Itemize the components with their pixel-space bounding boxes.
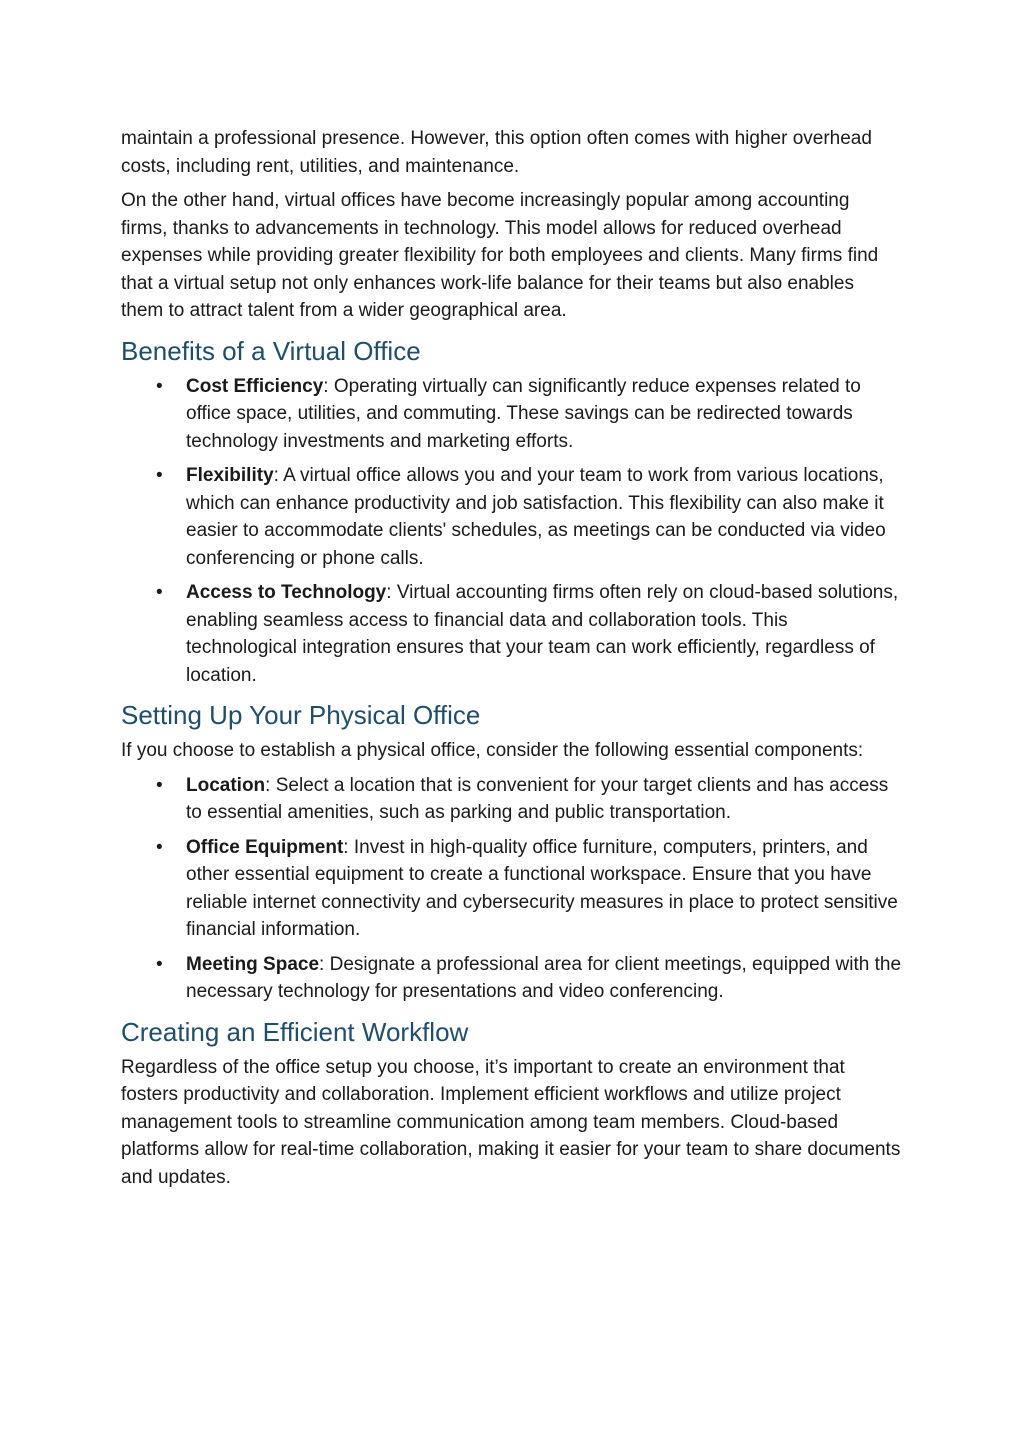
list-item xyxy=(121,834,901,944)
list-item-term: Location xyxy=(186,774,266,796)
list-item-text: : Virtual accounting firms often rely on cloud-based solutions, enabling seamless access to financial data and collaboration tools. This technological integration ensures that your team can work efficiently, regardless of location. xyxy=(186,582,899,686)
list-item xyxy=(121,373,901,456)
workflow-heading: Creating an Efficient Workflow xyxy=(121,1016,469,1047)
bullet-icon: • xyxy=(156,375,163,397)
bullet-icon: • xyxy=(156,582,163,603)
list-item-term: Cost Efficiency xyxy=(186,375,324,397)
physical-office-heading: Setting Up Your Physical Office xyxy=(121,700,481,730)
list-item xyxy=(121,772,901,827)
workflow-paragraph: Regardless of the office setup you choose, it’s important to create an environment that fosters productivity and collaboration. Implement efficient workflows and utilize project management tools to streamline communication among team members. Cloud-based platforms allow for real-time collaboration, making it easier for your team to share documents and updates. xyxy=(121,1056,901,1188)
list-item-text: : A virtual office allows you and your team to work from various locations, which can enhance productivity and job satisfaction. This flexibility can also make it easier to accommodate clients' schedules, as meetings can be conducted via video conferencing or phone calls. xyxy=(186,465,886,569)
bullet-icon: • xyxy=(156,836,163,858)
benefits-list xyxy=(121,373,901,690)
list-item-term: Flexibility xyxy=(186,465,274,486)
list-item-term: Access to Technology xyxy=(186,582,387,603)
physical-office-intro: If you choose to establish a physical office, consider the following essential components: xyxy=(121,740,864,761)
document-page xyxy=(121,125,901,1198)
list-item-term: Office Equipment xyxy=(186,836,344,858)
list-item-text: : Operating virtually can significantly reduce expenses related to office space, utilities, and commuting. These savings can be redirected towards technology investments and marketing efforts. xyxy=(186,375,861,452)
benefits-heading: Benefits of a Virtual Office xyxy=(121,335,421,366)
list-item-text: : Select a location that is convenient for your target clients and has access to essential amenities, such as parking and public transportation. xyxy=(186,774,889,823)
intro-paragraph-1: maintain a professional presence. However, this option often comes with higher overhead costs, including rent, utilities, and maintenance. xyxy=(121,128,872,177)
bullet-icon: • xyxy=(156,465,163,486)
list-item-term: Meeting Space xyxy=(186,953,320,975)
list-item xyxy=(121,579,901,689)
bullet-icon: • xyxy=(156,953,163,975)
list-item xyxy=(121,462,901,572)
list-item-text: : Designate a professional area for client meetings, equipped with the necessary technology for presentations and video conferencing. xyxy=(186,953,902,1002)
list-item-text: : Invest in high-quality office furniture, computers, printers, and other essential equipment to create a functional workspace. Ensure that you have reliable internet connectivity and cybersecurity measures in place to protect sensitive financial information. xyxy=(186,836,898,940)
physical-office-list xyxy=(121,772,901,1006)
bullet-icon: • xyxy=(156,774,163,796)
list-item xyxy=(121,951,901,1006)
intro-paragraph-2: On the other hand, virtual offices have become increasingly popular among accounting firms, thanks to advancements in technology. This model allows for reduced overhead expenses while providing greater flexibility for both employees and clients. Many firms find that a virtual setup not only enhances work-life balance for their teams but also enables them to attract talent from a wider geographical area. xyxy=(121,190,879,321)
